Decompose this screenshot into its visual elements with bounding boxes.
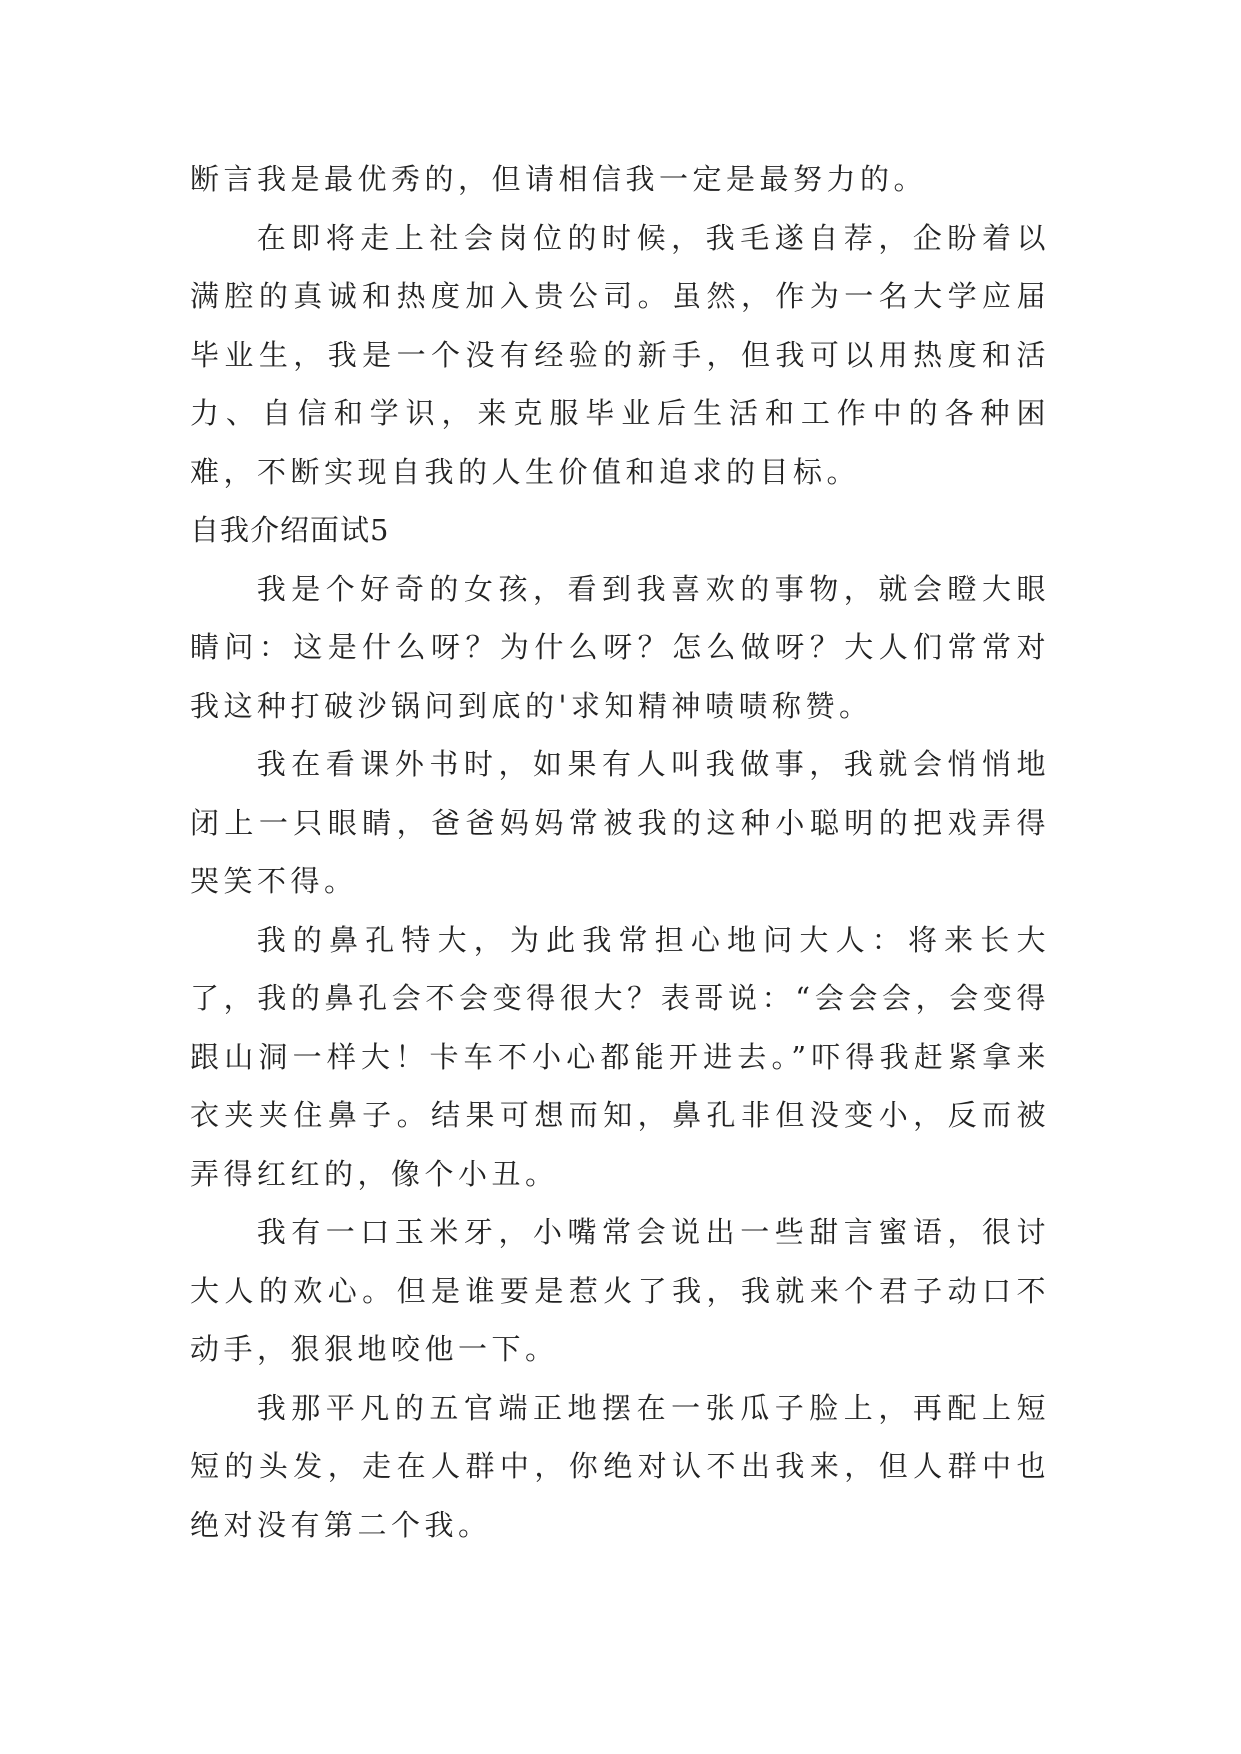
paragraph: 我在看课外书时，如果有人叫我做事，我就会悄悄地闭上一只眼睛，爸爸妈妈常被我的这种小聪明的把戏弄得哭笑不得。 [190, 747, 1050, 898]
paragraph: 我是个好奇的女孩，看到我喜欢的事物，就会瞪大眼睛问：这是什么呀？为什么呀？怎么做呀？大人们常常对我这种打破沙锅问到底的'求知精神啧啧称赞。 [190, 571, 1050, 723]
paragraph: 我的鼻孔特大，为此我常担心地问大人：将来长大了，我的鼻孔会不会变得很大？表哥说：“会会会，会变得跟山洞一样大！卡车不小心都能开进去。”吓得我赶紧拿来衣夹夹住鼻子。结果可想而知，鼻孔非但没变小，反而被弄得红红的，像个小丑。 [190, 922, 1050, 1191]
document-body [190, 150, 1050, 1554]
paragraph-continuation: 断言我是最优秀的，但请相信我一定是最努力的。 [190, 162, 928, 196]
paragraph: 我那平凡的五官端正地摆在一张瓜子脸上，再配上短短的头发，走在人群中，你绝对认不出我来，但人群中也绝对没有第二个我。 [190, 1390, 1050, 1542]
paragraph: 在即将走上社会岗位的时候，我毛遂自荐，企盼着以满腔的真诚和热度加入贵公司。虽然，作为一名大学应届毕业生，我是一个没有经验的新手，但我可以用热度和活力、自信和学识，来克服毕业后生活和工作中的各种困难，不断实现自我的人生价值和追求的目标。 [190, 220, 1050, 489]
section-heading: 自我介绍面试5 [190, 513, 390, 547]
paragraph: 我有一口玉米牙，小嘴常会说出一些甜言蜜语，很讨大人的欢心。但是谁要是惹火了我，我就来个君子动口不动手，狠狠地咬他一下。 [190, 1215, 1050, 1366]
